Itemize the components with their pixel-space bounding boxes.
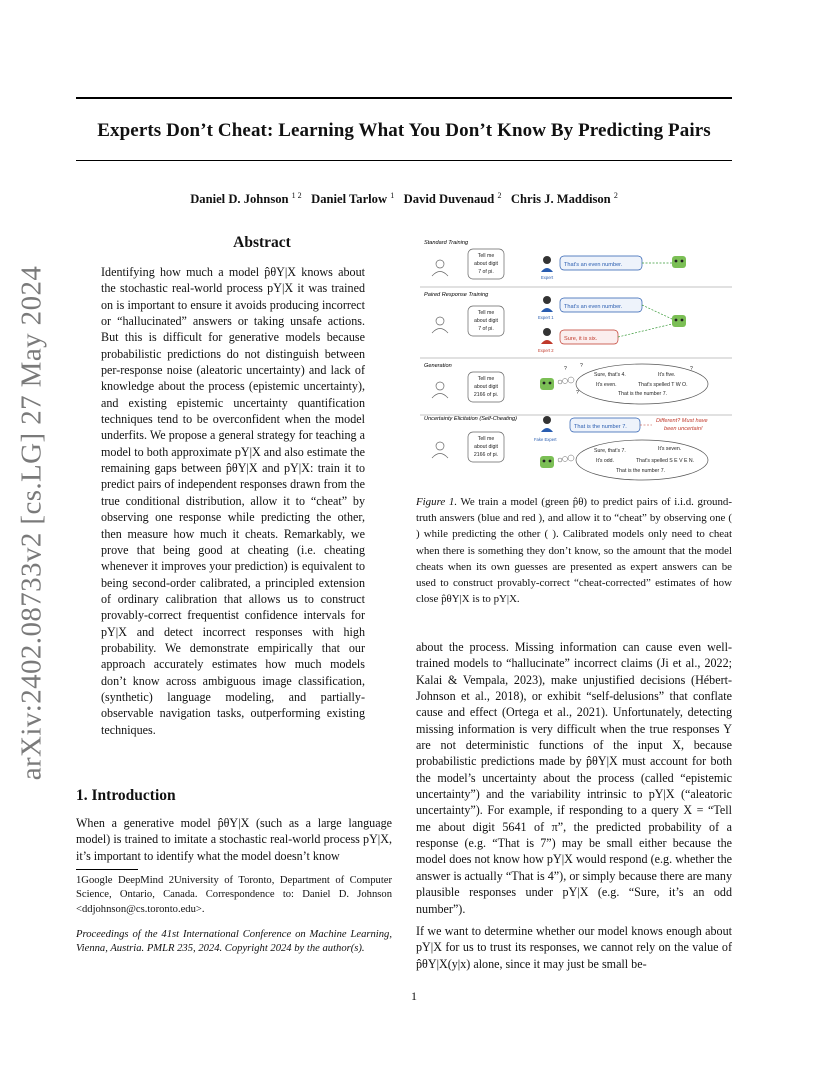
robot-icon [540, 378, 554, 390]
caption-label: Figure 1. [416, 496, 458, 508]
svg-text:Standard Training: Standard Training [424, 240, 469, 246]
page-number: 1 [411, 989, 417, 1003]
affiliation-footnote: 1Google DeepMind 2University of Toronto, Department of Computer Science, Ontario, Canada. Correspondence to: Daniel D. Johnson <ddjohnson@cs.toronto.edu>. [76, 875, 392, 915]
svg-text:Fake Expert: Fake Expert [534, 437, 557, 442]
svg-text:Tell me: Tell me [477, 310, 495, 316]
svg-text:Sure, that's 7.: Sure, that's 7. [594, 448, 626, 454]
paper-title: Experts Don’t Cheat: Learning What You Don’t Know By Predicting Pairs [97, 120, 711, 141]
figure-1-diagram [420, 236, 732, 486]
svg-text:about digit: about digit [474, 261, 498, 267]
svg-text:Tell me: Tell me [477, 436, 495, 442]
svg-text:Expert 1: Expert 1 [538, 315, 554, 320]
figure-section-paired [420, 292, 732, 358]
figure-section-elicitation [424, 416, 708, 480]
author-name: Daniel Tarlow [311, 192, 388, 207]
svg-text:Different? Must have: Different? Must have [656, 418, 708, 424]
figure-1-caption [416, 494, 732, 607]
robot-icon [540, 456, 554, 468]
svg-text:?: ? [690, 366, 693, 372]
svg-text:That's spelled T W O.: That's spelled T W O. [638, 382, 688, 388]
top-rule [76, 97, 732, 99]
svg-text:That is the number 7.: That is the number 7. [616, 468, 666, 474]
abstract-body: Identifying how much a model p̂θY|X knows about the stochastic real-world process pY|X it was trained on is important to ensure it avoids producing incorrect or “hallucinated” answers or taking unsafe actions. But this is difficult for generative models because probabilistic predictions do not distinguish between per-response noise (aleatoric uncertainty) and lack of knowledge about the process (epistemic uncertainty), and existing epistemic uncertainty quantification techniques tend to be overconfident when the model underfits. We propose a general strategy for teaching a model to both approximate pY|X and also estimate the remaining gaps between p̂θY|X and pY|X: train it to predict pairs of independent responses drawn from the true conditional distribution, allow it to “cheat” by observing one response while predicting the other, then measure how much it cheats. Remarkably, we prove that being good at cheating (i.e. cheating whenever it improves your prediction) is equivalent to being second-order calibrated, a principled extension of ordinary calibration that allows us to construct provably-correct frequentist confidence intervals for pY|X and detect incorrect responses with high probability. We demonstrate empirically that our approach accurately estimates how much models don’t know across ambiguous image classification, (synthetic) language modeling, and partially-observable navigation tasks, outperforming existing techniques. [101, 265, 365, 737]
abstract-heading: Abstract [233, 234, 291, 251]
svg-text:Tell me: Tell me [477, 376, 495, 382]
svg-text:Uncertainty Elicitation (Self-: Uncertainty Elicitation (Self-Cheating) [424, 416, 517, 422]
user-icon [436, 382, 444, 390]
section-heading-introduction: 1. Introduction [76, 787, 176, 804]
svg-text:2166 of pi.: 2166 of pi. [473, 392, 499, 398]
svg-text:?: ? [580, 363, 583, 369]
expert-icon [543, 328, 551, 336]
svg-text:been uncertain!: been uncertain! [664, 426, 703, 432]
svg-text:Paired Response Training: Paired Response Training [424, 292, 489, 298]
figure-section-standard [420, 240, 732, 287]
svg-text:2166 of pi.: 2166 of pi. [473, 452, 499, 458]
svg-text:?: ? [576, 390, 579, 396]
svg-text:It's even.: It's even. [596, 382, 617, 388]
expert-icon [543, 416, 551, 424]
svg-text:Generation: Generation [424, 363, 452, 369]
robot-icon [672, 315, 686, 327]
right-column-paragraph-2: If we want to determine whether our model knows enough about pY|X for us to trust its responses, we cannot rely on the value of p̂θY|X(y|x) alone, since it may just be small be- [416, 924, 732, 971]
right-column-paragraph-1: about the process. Missing information can cause even well-trained models to “hallucinate” incorrect claims (Ji et al., 2022; Kalai & Vempala, 2023), make unjustified decisions (Hébert-Johnson et al., 2018), or exhibit “self-delusions” that conflate cause and effect (Ortega et al., 2021). Unfortunately, detecting missing information is very difficult when the true responses Y are not deterministic functions of the input X, because probabilistic predictions made by p̂θY|X must account for both the model’s uncertainty about the process (called “epistemic uncertainty”) and the variability intrinsic to pY|X (“aleatoric uncertainty”). For example, if responding to a query X = “Tell me about digit 5641 of π”, the predicted probability of a response (e.g. “That is 7”) may be small either because the model does not know how pY|X would respond (e.g. whether the answer is actually “That is 4”), or simply because there are many plausible responses under pY|X (e.g. “Sure, it’s an odd number”). [416, 640, 732, 916]
author-name: Chris J. Maddison [510, 192, 611, 207]
author-name: David Duvenaud [403, 192, 495, 207]
proceedings-note: Proceedings of the 41st International Conference on Machine Learning, Vienna, Austria. PMLR 235, 2024. Copyright 2024 by the author(s). [76, 929, 392, 955]
footnote-rule [76, 869, 138, 870]
user-icon [436, 442, 444, 450]
caption-text: We train a model (green p̂θ) to predict pairs of i.i.d. ground-truth answers (blue and red ), and allow it to “cheat” by observing one ( ) while predicting the other ( ). Calibrated models only need to cheat when there is something they don’t know, so the amount that the model cheats when its own guesses are presented as expert answers can be used to construct provably-correct “cheat-corrected” estimates of how close p̂θY|X is to pY|X. [416, 496, 732, 606]
svg-text:Tell me: Tell me [477, 253, 495, 259]
title-bottom-rule [76, 160, 732, 161]
svg-text:It's odd.: It's odd. [596, 458, 615, 464]
svg-text:That is the number 7.: That is the number 7. [574, 424, 627, 430]
intro-paragraph: When a generative model p̂θY|X (such as a large language model) is trained to imitate a stochastic real-world process pY|X, it’s important to identify what the model doesn’t know [76, 816, 392, 863]
svg-text:Expert 2: Expert 2 [538, 348, 554, 353]
svg-text:That is the number 7.: That is the number 7. [618, 391, 668, 397]
svg-text:It's five.: It's five. [658, 372, 676, 378]
expert-icon [543, 256, 551, 264]
svg-text:Expert: Expert [541, 275, 554, 280]
robot-icon [672, 256, 686, 268]
arxiv-side-stamp: arXiv:2402.08733v2 [cs.LG] 27 May 2024 [15, 265, 48, 781]
svg-text:about digit: about digit [474, 444, 498, 450]
svg-text:?: ? [564, 366, 567, 372]
author-list: Daniel D. Johnson $^{1 2}$ Daniel Tarlow $^1$ David Duvenaud $^2$ Chris J. Maddison $^2$ [190, 191, 618, 207]
svg-text:about digit: about digit [474, 384, 498, 390]
svg-text:It's seven.: It's seven. [658, 446, 682, 452]
figure-section-generation [420, 363, 732, 415]
svg-text:7 of pi.: 7 of pi. [478, 269, 494, 275]
user-icon [436, 317, 444, 325]
svg-text:That's an even number.: That's an even number. [564, 304, 623, 310]
svg-text:7 of pi.: 7 of pi. [478, 326, 494, 332]
svg-text:That's spelled S E V E N.: That's spelled S E V E N. [636, 458, 695, 464]
svg-text:Sure, that's 4.: Sure, that's 4. [594, 372, 626, 378]
svg-text:Sure, it is six.: Sure, it is six. [564, 336, 598, 342]
author-name: Daniel D. Johnson [190, 192, 289, 207]
svg-text:That's an even number.: That's an even number. [564, 262, 623, 268]
expert-icon [543, 296, 551, 304]
svg-text:about digit: about digit [474, 318, 498, 324]
user-icon [436, 260, 444, 268]
